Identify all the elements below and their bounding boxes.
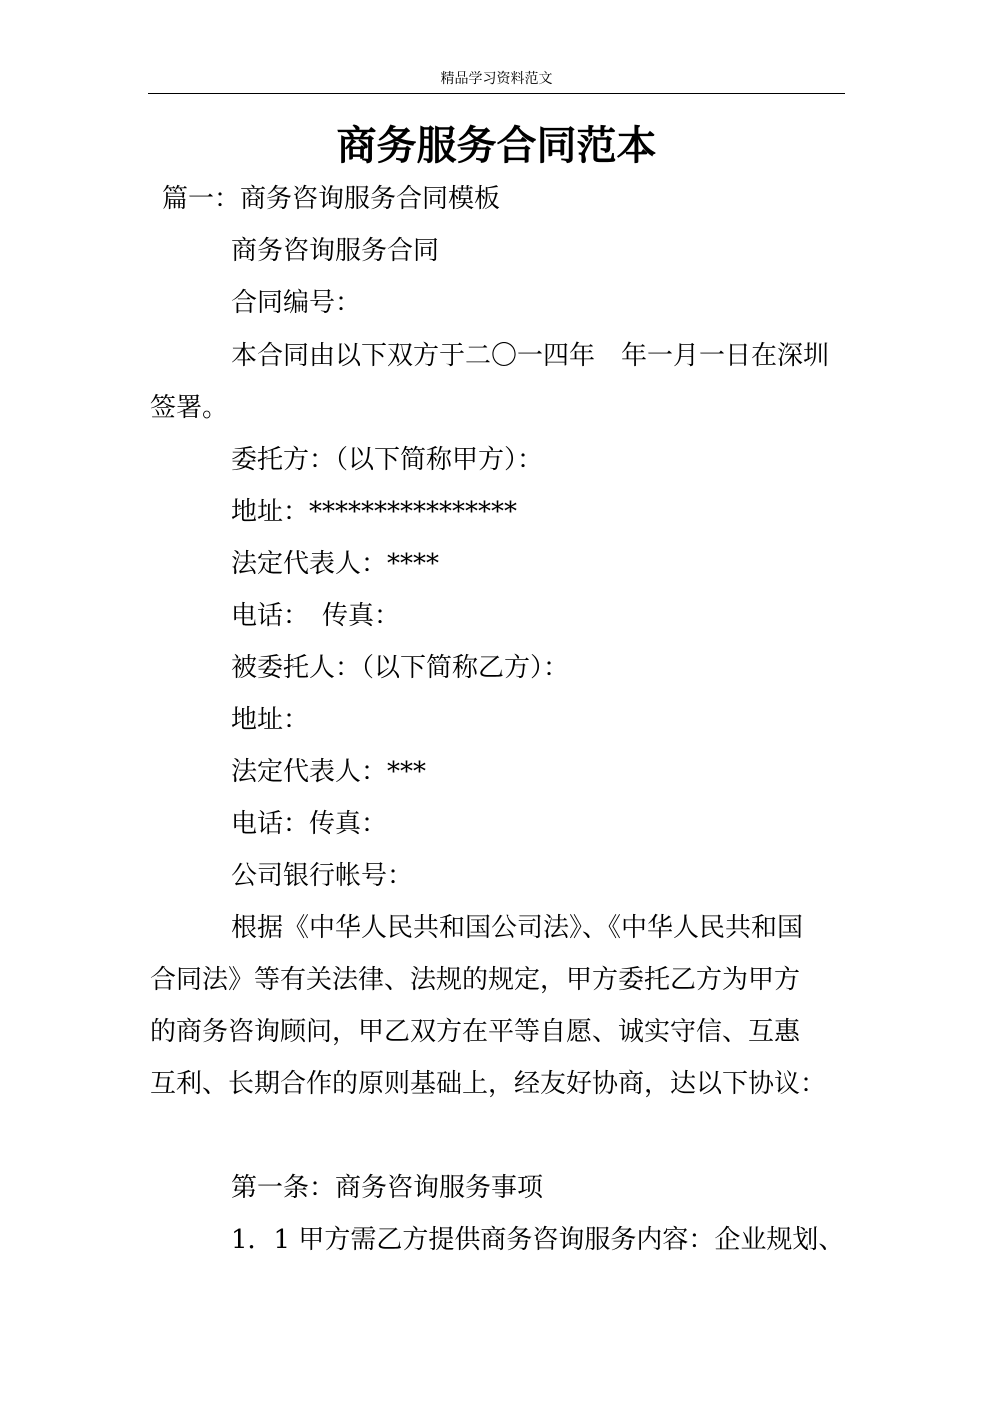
client-label: 委托方：（以下简称甲方）： xyxy=(231,445,544,475)
paragraph-line: 互利、长期合作的原则基础上，经友好协商，达以下协议： xyxy=(150,1069,827,1099)
contractor-phone-fax: 电话：传真： xyxy=(231,809,388,839)
client-address: 地址：**************** xyxy=(231,497,518,527)
paragraph-line: 签署。 xyxy=(150,393,229,423)
clause-line: 1．1 甲方需乙方提供商务咨询服务内容：企业规划、 xyxy=(231,1225,845,1255)
client-legal-rep: 法定代表人：**** xyxy=(231,549,440,579)
section-heading: 篇一：商务咨询服务合同模板 xyxy=(162,184,501,214)
bank-account-label: 公司银行帐号： xyxy=(231,861,414,891)
paragraph-line: 合同法》等有关法律、法规的规定，甲方委托乙方为甲方 xyxy=(150,965,801,995)
contract-name: 商务咨询服务合同 xyxy=(231,236,440,266)
contractor-address: 地址： xyxy=(231,705,310,735)
contractor-label: 被委托人：（以下简称乙方）： xyxy=(231,653,570,683)
paragraph-line: 根据《中华人民共和国公司法》、《中华人民共和国 xyxy=(231,913,804,943)
paragraph-line: 的商务咨询顾问，甲乙双方在平等自愿、诚实守信、互惠 xyxy=(150,1017,801,1047)
paragraph-line: 本合同由以下双方于二〇一四年 年一月一日在深圳 xyxy=(231,341,830,371)
article-heading: 第一条：商务咨询服务事项 xyxy=(231,1173,544,1203)
contract-number-label: 合同编号： xyxy=(231,288,362,318)
contractor-legal-rep: 法定代表人：*** xyxy=(231,757,427,787)
page-header-text: 精品学习资料范文 xyxy=(440,71,553,87)
document-title: 商务服务合同范本 xyxy=(336,122,657,169)
header-rule xyxy=(148,93,845,94)
client-phone-fax: 电话： 传真： xyxy=(231,601,401,631)
